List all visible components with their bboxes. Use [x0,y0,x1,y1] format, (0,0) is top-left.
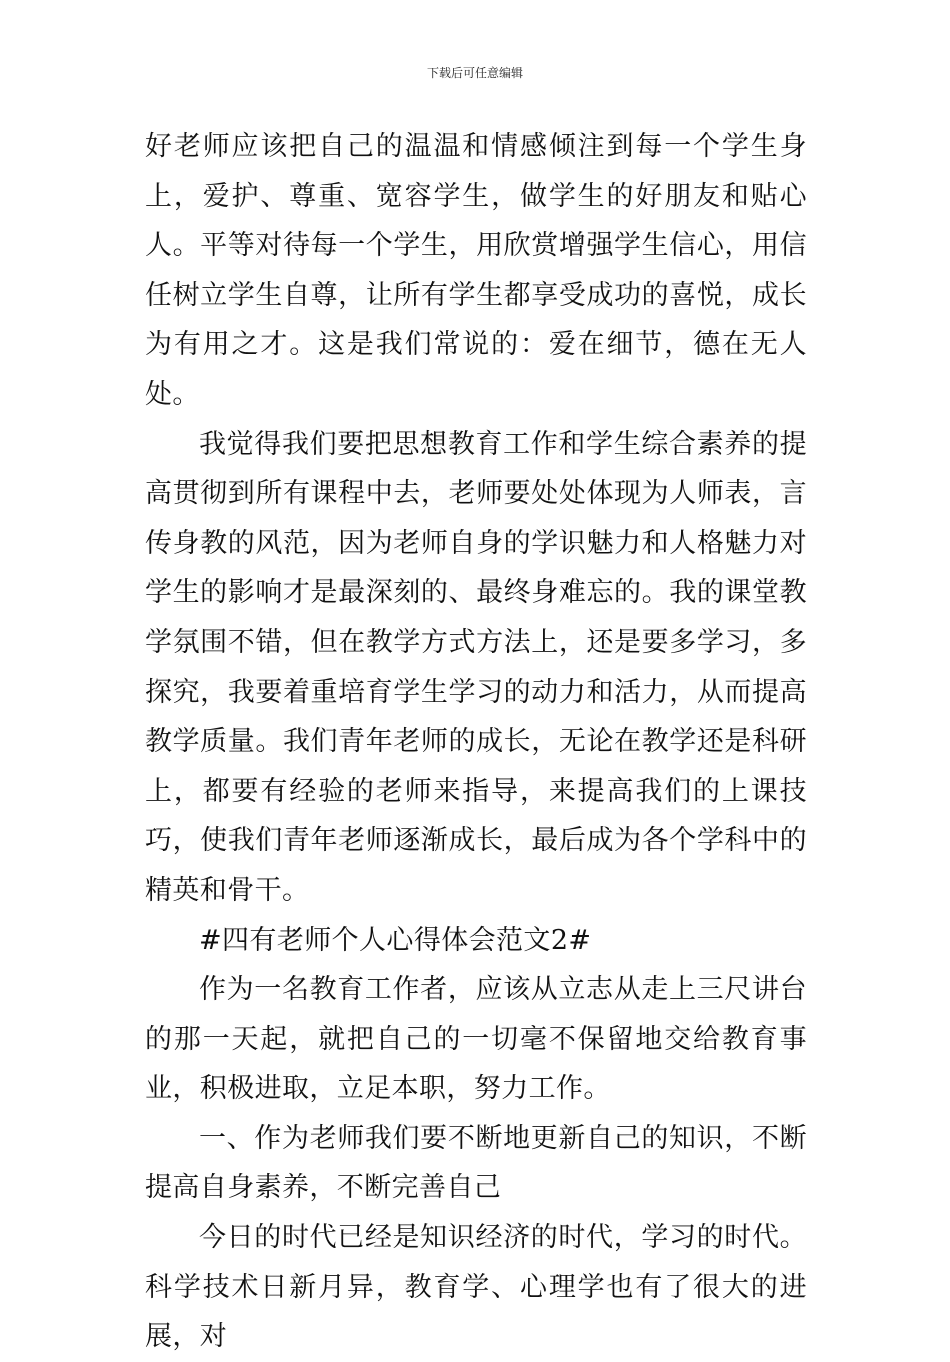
paragraph-1: 好老师应该把自己的温温和情感倾注到每一个学生身上，爱护、尊重、宽容学生，做学生的好朋友和贴心人。平等对待每一个学生，用欣赏增强学生信心，用信任树立学生自尊，让所有学生都享受成功的喜悦，成长为有用之才。这是我们常说的：爱在细节，德在无人处。 [145,131,807,410]
paragraph-4: 一、作为老师我们要不断地更新自己的知识，不断提高自身素养，不断完善自己 [145,1122,807,1204]
document-body [145,122,807,1362]
page-header-note: 下载后可任意编辑 [426,66,523,80]
paragraph-3: 作为一名教育工作者，应该从立志从走上三尺讲台的那一天起，就把自己的一切毫不保留地交给教育事业，积极进取，立足本职，努力工作。 [145,974,807,1105]
paragraph-2: 我觉得我们要把思想教育工作和学生综合素养的提高贯彻到所有课程中去，老师要处处体现为人师表，言传身教的风范，因为老师自身的学识魅力和人格魅力对学生的影响才是最深刻的、最终身难忘的。我的课堂教学氛围不错，但在教学方式方法上，还是要多学习，多探究，我要着重培育学生学习的动力和活力，从而提高教学质量。我们青年老师的成长，无论在教学还是科研上，都要有经验的老师来指导，来提高我们的上课技巧，使我们青年老师逐渐成长，最后成为各个学科中的精英和骨干。 [145,428,807,906]
paragraph-5: 今日的时代已经是知识经济的时代，学习的时代。科学技术日新月异，教育学、心理学也有了很大的进展，对 [145,1222,807,1353]
section-heading: #四有老师个人心得体会范文2# [199,924,592,956]
